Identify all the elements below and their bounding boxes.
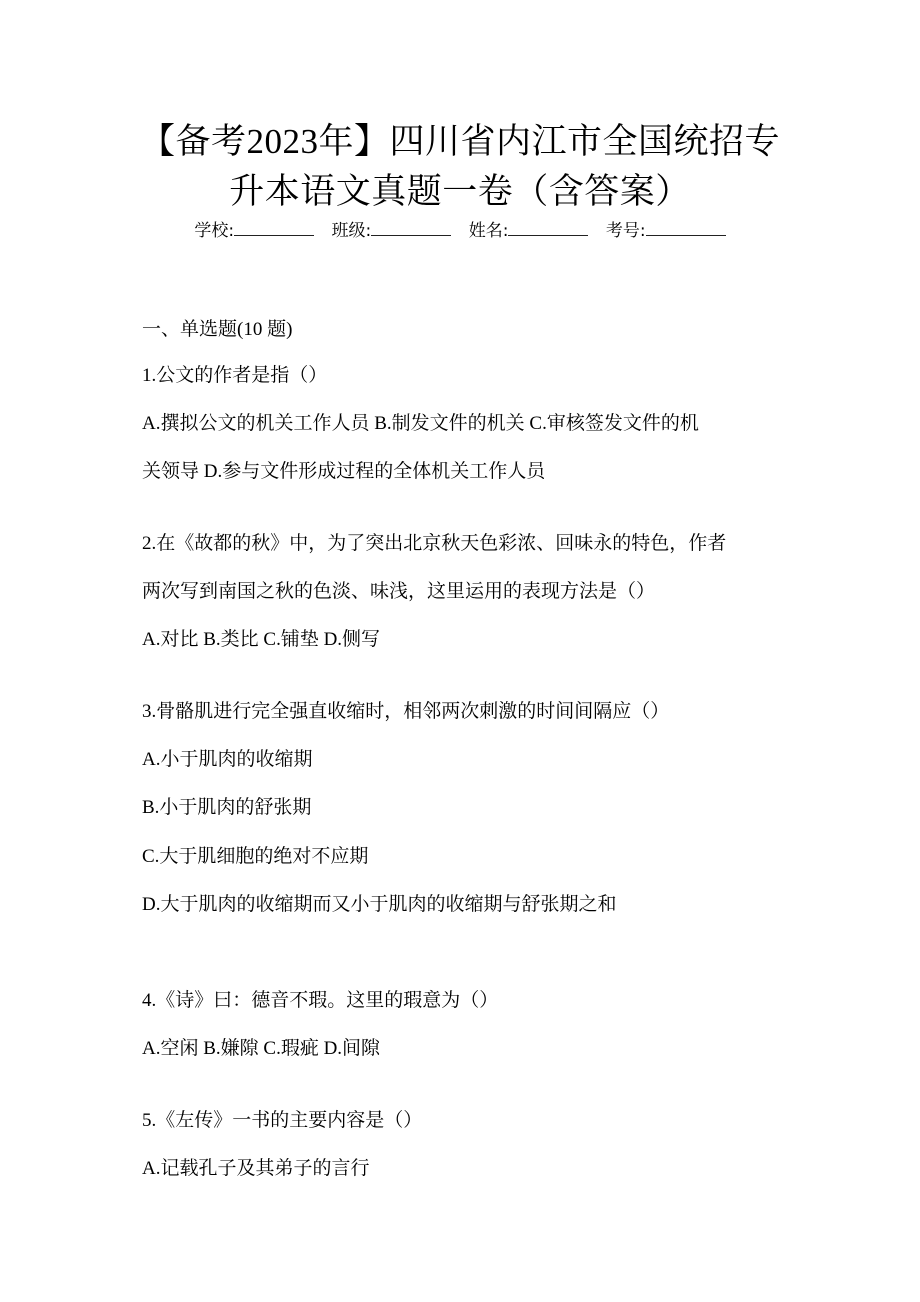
exam-number-label: 考号: (605, 221, 646, 241)
class-field (332, 216, 452, 241)
question-option-a: A.小于肌肉的收缩期 (142, 749, 313, 770)
section-heading: 一、单选题(10 题) (142, 319, 293, 340)
question-options: A.空闲 B.嫌隙 C.瑕疵 D.间隙 (142, 1038, 381, 1059)
name-label: 姓名: (468, 221, 509, 241)
student-info-row (0, 216, 920, 241)
question-options: 关领导 D.参与文件形成过程的全体机关工作人员 (142, 461, 546, 482)
exam-number-blank (646, 219, 726, 236)
school-field (194, 216, 314, 241)
question-stem: 4.《诗》曰：德音不瑕。这里的瑕意为（） (142, 990, 499, 1011)
document-title-line-2: 升本语文真题一卷（含答案） (229, 172, 691, 211)
document-title-line-1: 【备考2023年】四川省内江市全国统招专 (139, 122, 780, 161)
question-options: A.撰拟公文的机关工作人员 B.制发文件的机关 C.审核签发文件的机 (142, 413, 699, 434)
class-blank (371, 219, 451, 236)
question-stem: 5.《左传》一书的主要内容是（） (142, 1110, 423, 1131)
question-stem: 2.在《故都的秋》中，为了突出北京秋天色彩浓、回味永的特色，作者 (142, 533, 727, 554)
question-stem: 两次写到南国之秋的色淡、味浅，这里运用的表现方法是（） (142, 581, 656, 602)
question-stem: 1.公文的作者是指（） (142, 365, 328, 386)
question-option-d: D.大于肌肉的收缩期而又小于肌肉的收缩期与舒张期之和 (142, 894, 617, 915)
question-option-b: B.小于肌肉的舒张期 (142, 797, 312, 818)
question-option-a: A.记载孔子及其弟子的言行 (142, 1158, 370, 1179)
school-label: 学校: (194, 221, 235, 241)
question-options: A.对比 B.类比 C.铺垫 D.侧写 (142, 629, 381, 650)
school-blank (234, 219, 314, 236)
question-option-c: C.大于肌细胞的绝对不应期 (142, 846, 369, 867)
exam-number-field (606, 216, 726, 241)
question-stem: 3.骨骼肌进行完全强直收缩时，相邻两次刺激的时间间隔应（） (142, 701, 670, 722)
name-blank (508, 219, 588, 236)
class-label: 班级: (331, 221, 372, 241)
name-field (469, 216, 589, 241)
